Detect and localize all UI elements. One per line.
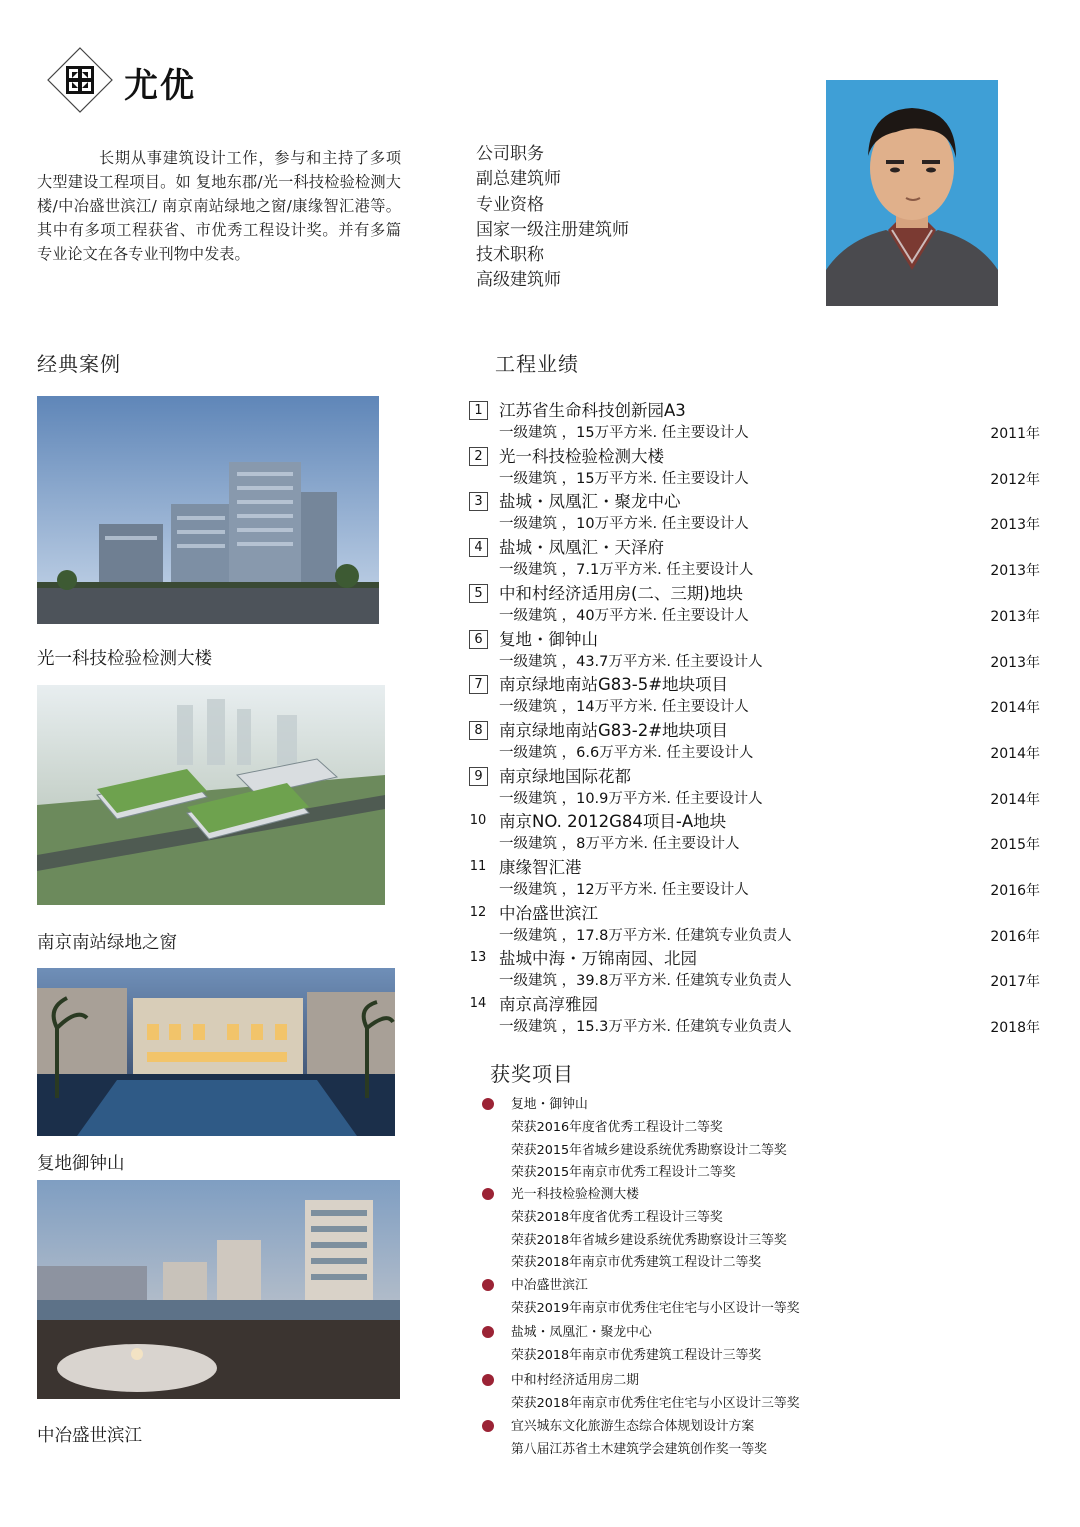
project-description: 一级建筑 ，40万平方米. 任主要设计人 — [499, 607, 749, 624]
project-name: 康缘智汇港 — [499, 858, 582, 877]
project-number: 4 — [469, 538, 488, 557]
project-year: 2013年 — [990, 654, 1040, 671]
award-item — [482, 1416, 1042, 1462]
project-year: 2017年 — [990, 974, 1040, 991]
award-item — [482, 1184, 1042, 1275]
award-detail: 第八届江苏省土木建筑学会建筑创作奖一等奖 — [511, 1441, 767, 1457]
award-project-name: 盐城・凤凰汇・聚龙中心 — [511, 1325, 652, 1340]
project-name: 南京NO. 2012G84项目-A地块 — [499, 812, 727, 832]
portrait-photo — [826, 80, 998, 306]
project-name: 光一科技检验检测大楼 — [499, 446, 664, 466]
case-image-fudi-yuzhongshan — [37, 968, 395, 1136]
project-year: 2016年 — [990, 883, 1040, 899]
project-description: 一级建筑 ，43.7万平方米. 任主要设计人 — [499, 653, 763, 670]
project-number: 12 — [469, 904, 487, 920]
project-number: 8 — [469, 721, 488, 740]
project-description: 一级建筑 ，17.8万平方米. 任建筑专业负责人 — [499, 927, 792, 944]
project-description: 一级建筑 ，15万平方米. 任主要设计人 — [499, 470, 749, 487]
case-caption: 中冶盛世滨江 — [37, 1426, 142, 1446]
project-item — [469, 397, 1044, 443]
case-image-zhongye-riverside — [37, 1180, 400, 1399]
qualification-label: 专业资格 — [476, 194, 544, 215]
project-name: 盐城中海・万锦南园、北园 — [499, 949, 697, 969]
award-project-name: 中和村经济适用房二期 — [511, 1373, 639, 1388]
project-number: 2 — [469, 447, 488, 466]
position-label: 公司职务 — [476, 144, 544, 164]
intro-paragraph: 长期从事建筑设计工作，参与和主持了多项大型建设工程项目。如 复地东郡/光一科技检验检测大楼/中冶盛世滨江/ 南京南站绿地之窗/康缘智汇港等。其中有多项工程获省、市优秀工程设计奖。并有多篇专业论文在各专业刊物中发表。 — [37, 149, 401, 263]
project-name: 中和村经济适用房(二、三期)地块 — [499, 583, 743, 603]
project-number: 6 — [469, 630, 488, 649]
award-item — [482, 1275, 1042, 1321]
project-item — [469, 534, 1044, 580]
project-number: 7 — [469, 675, 488, 694]
position-value: 副总建筑师 — [476, 169, 561, 190]
project-description: 一级建筑 ，14万平方米. 任主要设计人 — [499, 699, 749, 716]
project-item — [469, 991, 1044, 1037]
bullet-dot-icon — [482, 1098, 494, 1110]
project-description: 一级建筑 ，10.9万平方米. 任主要设计人 — [499, 790, 763, 807]
project-year: 2016年 — [990, 928, 1040, 945]
project-year: 2015年 — [990, 837, 1040, 854]
project-item — [469, 443, 1044, 489]
project-year: 2011年 — [990, 426, 1040, 442]
case-image-guangyi-building — [37, 396, 379, 624]
project-number: 14 — [469, 996, 487, 1012]
project-year: 2014年 — [990, 700, 1040, 717]
project-name: 中冶盛世滨江 — [499, 903, 598, 923]
project-description: 一级建筑 ，10万平方米. 任主要设计人 — [499, 516, 749, 533]
company-logo-icon — [46, 46, 114, 114]
project-number: 13 — [469, 950, 487, 966]
project-name: 南京绿地南站G83-2#地块项目 — [499, 720, 729, 740]
project-item — [469, 854, 1044, 900]
award-project-name: 中冶盛世滨江 — [511, 1278, 588, 1293]
bullet-dot-icon — [482, 1420, 494, 1432]
case-caption: 光一科技检验检测大楼 — [37, 649, 212, 669]
award-detail: 荣获2015年南京市优秀工程设计二等奖 — [511, 1165, 736, 1181]
title-value: 高级建筑师 — [476, 270, 561, 291]
project-number: 1 — [469, 401, 488, 420]
cases-section-title: 经典案例 — [37, 352, 121, 376]
project-number: 11 — [469, 859, 487, 874]
projects-section-title: 工程业绩 — [495, 352, 579, 376]
project-item — [469, 808, 1044, 854]
project-item — [469, 580, 1044, 626]
award-project-name: 光一科技检验检测大楼 — [511, 1187, 639, 1202]
award-project-name: 复地・御钟山 — [511, 1097, 588, 1112]
project-description: 一级建筑 ，15万平方米. 任主要设计人 — [499, 425, 749, 441]
project-name: 江苏省生命科技创新园A3 — [499, 401, 686, 420]
project-name: 南京高淳雅园 — [499, 995, 598, 1015]
project-item — [469, 671, 1044, 717]
credentials-block — [476, 142, 629, 294]
award-detail: 荣获2018年南京市优秀住宅住宅与小区设计三等奖 — [511, 1395, 800, 1411]
project-year: 2014年 — [990, 791, 1040, 808]
case-caption: 南京南站绿地之窗 — [37, 933, 177, 953]
project-year: 2018年 — [990, 1020, 1040, 1037]
project-number: 9 — [469, 767, 488, 786]
project-year: 2013年 — [990, 517, 1040, 534]
project-name: 南京绿地国际花都 — [499, 766, 631, 786]
project-description: 一级建筑 ，15.3万平方米. 任建筑专业负责人 — [499, 1019, 792, 1036]
qualification-value: 国家一级注册建筑师 — [476, 219, 629, 240]
bullet-dot-icon — [482, 1326, 494, 1338]
project-number: 10 — [469, 813, 487, 829]
project-item — [469, 945, 1044, 991]
project-description: 一级建筑 ，12万平方米. 任主要设计人 — [499, 882, 749, 898]
project-item — [469, 626, 1044, 672]
award-item — [482, 1094, 1042, 1185]
award-project-name: 宜兴城东文化旅游生态综合体规划设计方案 — [511, 1419, 755, 1434]
bullet-dot-icon — [482, 1374, 494, 1386]
award-detail: 荣获2016年度省优秀工程设计二等奖 — [511, 1119, 723, 1135]
project-year: 2012年 — [990, 471, 1040, 488]
project-item — [469, 488, 1044, 534]
project-name: 复地・御钟山 — [499, 629, 598, 649]
project-number: 3 — [469, 492, 488, 511]
title-label: 技术职称 — [476, 245, 544, 266]
award-detail: 荣获2019年南京市优秀住宅住宅与小区设计一等奖 — [511, 1300, 800, 1316]
project-item — [469, 717, 1044, 763]
project-item — [469, 763, 1044, 809]
project-description: 一级建筑 ，8万平方米. 任主要设计人 — [499, 836, 740, 853]
bullet-dot-icon — [482, 1279, 494, 1291]
project-description: 一级建筑 ，39.8万平方米. 任建筑专业负责人 — [499, 973, 792, 990]
award-detail: 荣获2018年南京市优秀建筑工程设计三等奖 — [511, 1347, 762, 1363]
project-item — [469, 900, 1044, 946]
award-item — [482, 1322, 1042, 1368]
award-detail: 荣获2018年省城乡建设系统优秀勘察设计三等奖 — [511, 1232, 787, 1248]
project-number: 5 — [469, 584, 488, 603]
award-detail: 荣获2018年南京市优秀建筑工程设计二等奖 — [511, 1255, 762, 1271]
project-name: 盐城・凤凰汇・天泽府 — [499, 538, 664, 558]
project-description: 一级建筑 ，6.6万平方米. 任主要设计人 — [499, 744, 754, 761]
project-year: 2013年 — [990, 563, 1040, 580]
case-image-nanjing-south-station — [37, 685, 385, 905]
person-name: 尤优 — [124, 66, 196, 106]
project-year: 2013年 — [990, 608, 1040, 625]
project-description: 一级建筑 ，7.1万平方米. 任主要设计人 — [499, 562, 754, 579]
award-detail: 荣获2015年省城乡建设系统优秀勘察设计二等奖 — [511, 1142, 787, 1158]
bullet-dot-icon — [482, 1188, 494, 1200]
case-caption: 复地御钟山 — [37, 1154, 125, 1174]
project-name: 南京绿地南站G83-5#地块项目 — [499, 675, 729, 695]
award-detail: 荣获2018年度省优秀工程设计三等奖 — [511, 1209, 723, 1225]
project-name: 盐城・凤凰汇・聚龙中心 — [499, 492, 681, 512]
award-item — [482, 1370, 1042, 1416]
project-year: 2014年 — [990, 745, 1040, 762]
awards-section-title: 获奖项目 — [490, 1062, 574, 1086]
